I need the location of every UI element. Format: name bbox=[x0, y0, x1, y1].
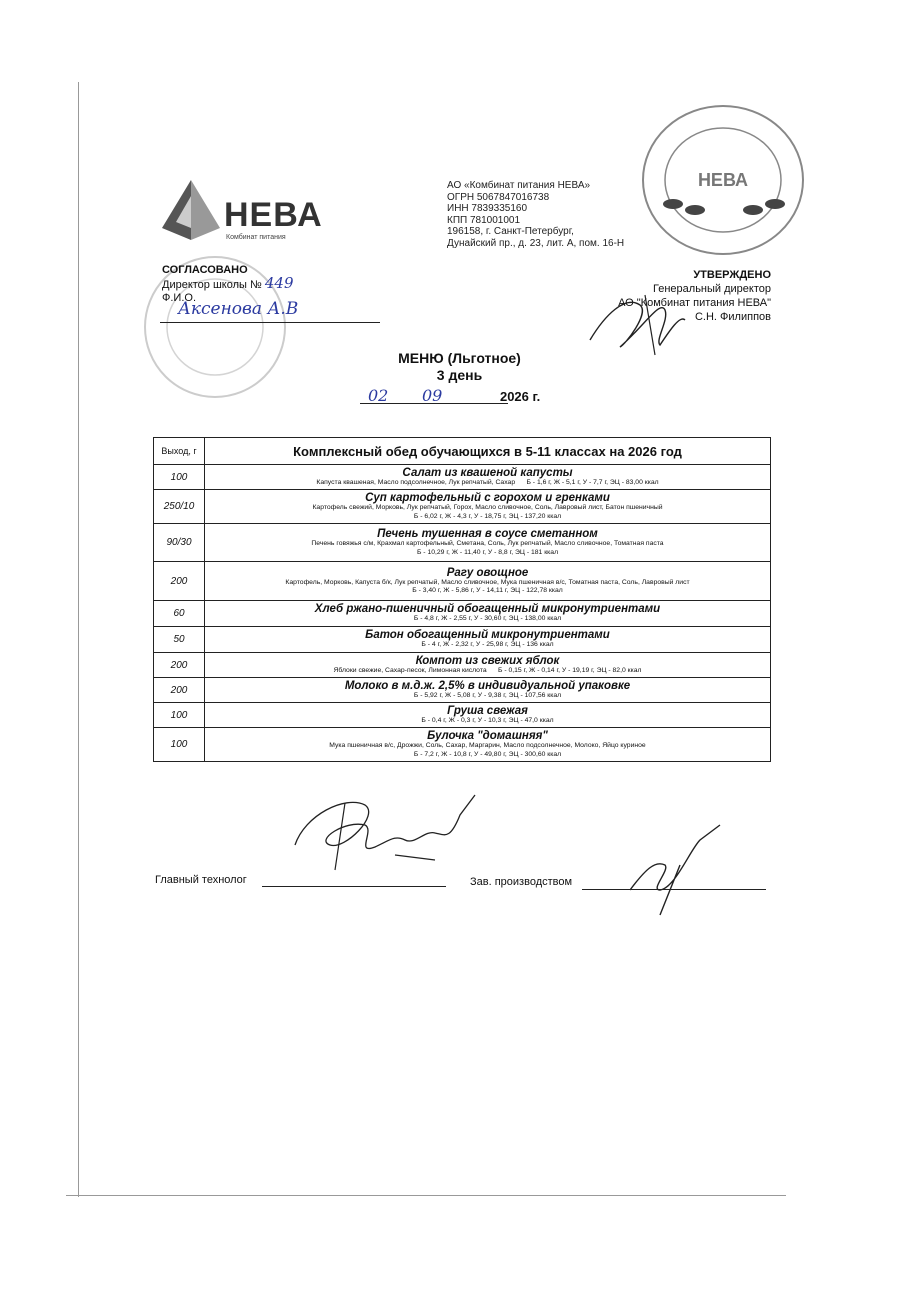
dish-ingredients: Картофель, Морковь, Капуста б/к, Лук репчатый, Масло сливочное, Мука пшеничная в/с, Томатная паста, Соль, Лавровый лист bbox=[285, 578, 690, 586]
approved-name: С.Н. Филиппов bbox=[694, 311, 771, 323]
dish-cell bbox=[205, 627, 771, 653]
dish-yield: 90/30 bbox=[154, 524, 205, 562]
dish-nutrition: Б - 6,02 г, Ж - 4,3 г, У - 18,75 г, ЭЦ - 137,20 ккал bbox=[413, 512, 562, 520]
dish-yield: 100 bbox=[154, 728, 205, 762]
dish-cell bbox=[205, 728, 771, 762]
approved-position: Генеральный директор bbox=[653, 283, 771, 295]
dish-cell bbox=[205, 601, 771, 627]
dish-nutrition: Б - 5,92 г, Ж - 5,08 г, У - 9,38 г, ЭЦ - 107,56 ккал bbox=[413, 691, 562, 699]
dish-yield: 100 bbox=[154, 703, 205, 728]
table-row bbox=[154, 728, 771, 762]
requisite-line: Дунайский пр., д. 23, лит. А, пом. 16-Н bbox=[447, 237, 625, 249]
dish-ingredients-nutrition: Капуста квашеная, Масло подсолнечное, Лук репчатый, Сахар Б - 1,6 г, Ж - 5,1 г, У - 7,7 г, ЭЦ - 83,00 ккал bbox=[316, 478, 659, 486]
dish-yield: 200 bbox=[154, 678, 205, 703]
menu-table bbox=[153, 437, 771, 762]
table-row bbox=[154, 524, 771, 562]
table-row bbox=[154, 653, 771, 678]
production-signature-icon bbox=[620, 820, 740, 920]
agreed-fio-label: Ф.И.О. bbox=[162, 292, 196, 304]
table-row bbox=[154, 678, 771, 703]
dish-name: Салат из квашеной капусты bbox=[402, 466, 573, 479]
table-row bbox=[154, 465, 771, 490]
dish-name: Груша свежая bbox=[447, 704, 528, 717]
requisite-line: КПП 781001001 bbox=[447, 214, 521, 226]
dish-cell bbox=[205, 490, 771, 524]
dish-yield: 50 bbox=[154, 627, 205, 653]
dish-ingredients-nutrition: Яблоки свежие, Сахар-песок, Лимонная кислота Б - 0,15 г, Ж - 0,14 г, У - 19,19 г, ЭЦ - 82,0 ккал bbox=[333, 666, 642, 674]
school-number: 449 bbox=[264, 274, 294, 292]
svg-text:НЕВА: НЕВА bbox=[697, 170, 749, 190]
dish-cell bbox=[205, 524, 771, 562]
menu-day: 3 день bbox=[436, 367, 483, 383]
dish-nutrition: Б - 3,40 г, Ж - 5,86 г, У - 14,11 г, ЭЦ - 122,78 ккал bbox=[412, 587, 563, 594]
company-logo bbox=[160, 178, 340, 248]
production-head-label: Зав. производством bbox=[470, 876, 573, 888]
agreed-director-line bbox=[162, 274, 298, 292]
dish-cell bbox=[205, 653, 771, 678]
dish-name: Печень тушенная в соусе сметанном bbox=[377, 528, 598, 540]
requisite-line: АО «Комбинат питания НЕВА» bbox=[447, 180, 591, 191]
dish-cell bbox=[205, 562, 771, 601]
dish-name: Рагу овощное bbox=[446, 566, 529, 579]
dish-ingredients: Картофель свежий, Морковь, Лук репчатый, Горох, Масло сливочное, Соль, Лавровый лист, Батон пшеничный bbox=[312, 504, 663, 511]
page-left-edge bbox=[78, 82, 79, 1197]
table-row bbox=[154, 601, 771, 627]
date-month: 09 bbox=[421, 386, 443, 405]
production-head-line bbox=[582, 889, 766, 890]
dish-name: Хлеб ржано-пшеничный обогащенный микронутриентами bbox=[314, 603, 661, 616]
technologist-signature-icon bbox=[285, 785, 485, 875]
dish-nutrition: Б - 7,2 г, Ж - 10,8 г, У - 49,80 г, ЭЦ - 300,60 ккал bbox=[413, 750, 562, 758]
dish-nutrition: Б - 0,4 г, Ж - 0,3 г, У - 10,3 г, ЭЦ - 47,0 ккал bbox=[421, 716, 554, 724]
dish-cell bbox=[205, 678, 771, 703]
menu-title-block bbox=[0, 350, 919, 384]
dish-yield: 60 bbox=[154, 601, 205, 627]
dish-name: Батон обогащенный микронутриентами bbox=[365, 629, 610, 642]
dish-yield: 200 bbox=[154, 562, 205, 601]
menu-title: МЕНЮ (Льготное) bbox=[398, 350, 521, 366]
table-row bbox=[154, 627, 771, 653]
date-day: 02 bbox=[368, 386, 389, 405]
dish-nutrition: Б - 10,29 г, Ж - 11,40 г, У - 8,8 г, ЭЦ - 181 ккал bbox=[416, 548, 559, 556]
chief-technologist-label: Главный технолог bbox=[155, 874, 247, 886]
agreed-fio-value: Аксенова А.В bbox=[178, 299, 299, 319]
logo-name: НЕВА bbox=[224, 196, 323, 234]
date-year: 2026 г. bbox=[499, 389, 541, 404]
agreed-director-label: Директор школы № bbox=[162, 279, 262, 291]
approved-org: АО "Комбинат питания НЕВА" bbox=[618, 297, 771, 309]
dish-name: Булочка "домашняя" bbox=[427, 730, 548, 742]
chief-technologist-line bbox=[262, 886, 446, 887]
table-row bbox=[154, 562, 771, 601]
company-requisites bbox=[447, 180, 624, 249]
dish-name: Компот из свежих яблок bbox=[415, 654, 560, 667]
agreed-block bbox=[162, 264, 299, 319]
column-header-yield: Выход, г bbox=[154, 438, 205, 465]
pyramid-logo-icon bbox=[160, 178, 222, 242]
page-bottom-edge bbox=[66, 1195, 786, 1196]
table-row bbox=[154, 490, 771, 524]
table-header-row bbox=[154, 438, 771, 465]
dish-nutrition: Б - 4,8 г, Ж - 2,55 г, У - 30,60 г, ЭЦ - 138,00 ккал bbox=[413, 615, 562, 623]
dish-name: Суп картофельный с горохом и гренками bbox=[365, 492, 610, 504]
dish-yield: 100 bbox=[154, 465, 205, 490]
director-signature-icon bbox=[585, 285, 695, 360]
dish-yield: 250/10 bbox=[154, 490, 205, 524]
date-underline bbox=[360, 403, 508, 404]
logo-subtitle: Комбинат питания bbox=[226, 234, 286, 241]
dish-ingredients: Мука пшеничная в/с, Дрожжи, Соль, Сахар, Маргарин, Масло подсолнечное, Молоко, Яйцо куриное bbox=[329, 742, 646, 749]
column-header-title: Комплексный обед обучающихся в 5-11 классах на 2026 год bbox=[205, 438, 771, 465]
dish-yield: 200 bbox=[154, 653, 205, 678]
dish-ingredients: Печень говяжья с/м, Крахмал картофельный, Сметана, Соль, Лук репчатый, Масло сливочное, Томатная паста bbox=[311, 540, 664, 547]
requisite-line: ИНН 7839335160 bbox=[447, 203, 528, 214]
company-stamp-icon bbox=[638, 100, 808, 260]
table-row bbox=[154, 703, 771, 728]
agreed-title: СОГЛАСОВАНО bbox=[162, 264, 248, 276]
dish-nutrition: Б - 4 г, Ж - 2,32 г, У - 25,98 г, ЭЦ - 136 ккал bbox=[421, 641, 554, 649]
requisite-line: 196158, г. Санкт-Петербург, bbox=[447, 226, 574, 237]
dish-cell bbox=[205, 703, 771, 728]
agreed-signature-line bbox=[160, 322, 380, 323]
approved-title: УТВЕРЖДЕНО bbox=[693, 269, 771, 281]
dish-name: Молоко в м.д.ж. 2,5% в индивидуальной упаковке bbox=[344, 679, 631, 692]
dish-cell bbox=[205, 465, 771, 490]
requisite-line: ОГРН 5067847016738 bbox=[447, 191, 550, 203]
